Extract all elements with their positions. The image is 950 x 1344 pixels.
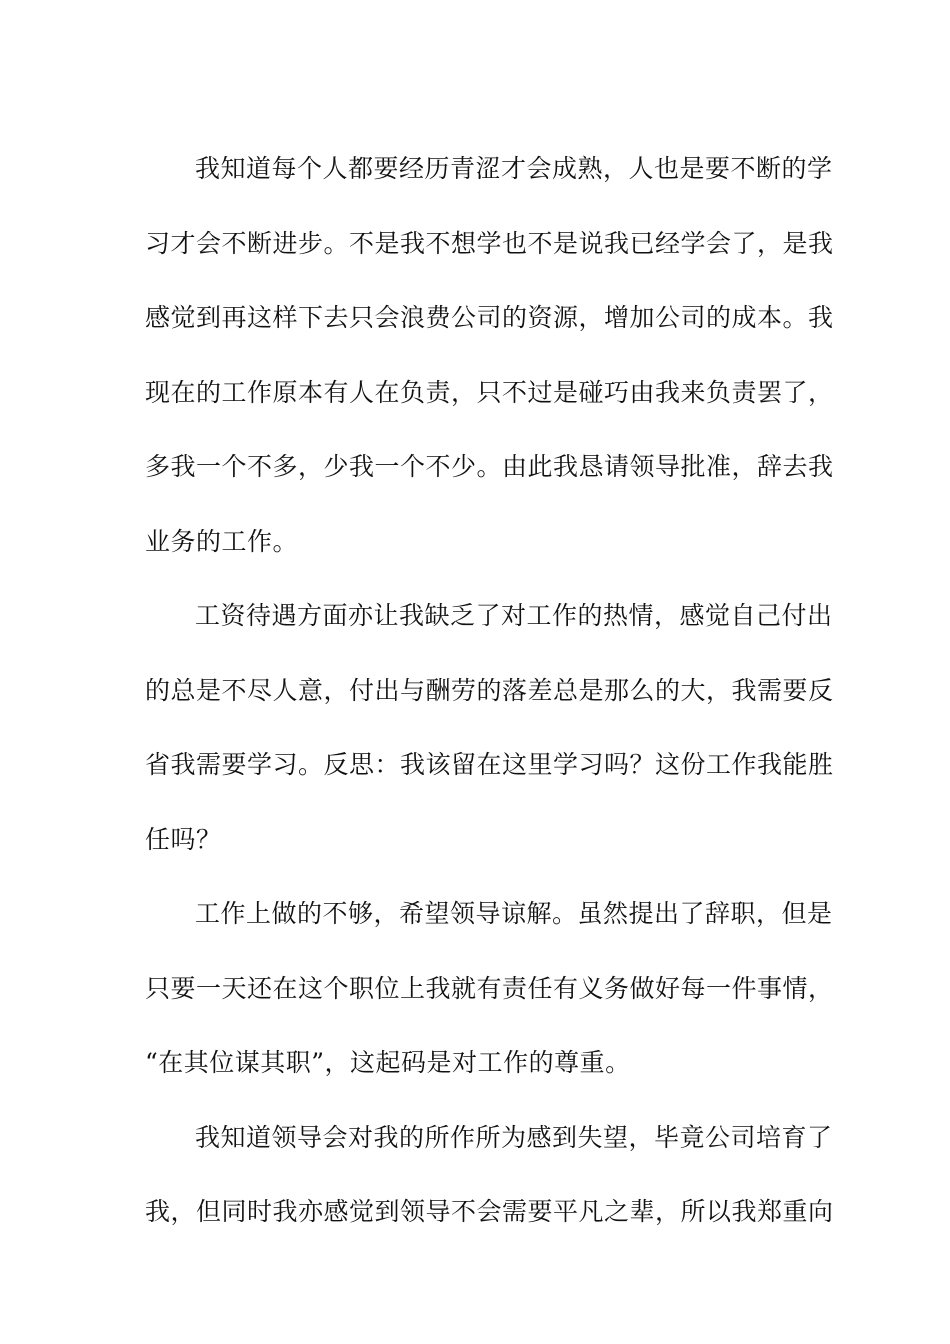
paragraph-4 [145,1101,834,1250]
text-line: 多我一个不多，少我一个不少。由此我恳请领导批准，辞去我 [145,452,834,481]
paragraph-2 [145,579,834,877]
text-line: 省我需要学习。反思：我该留在这里学习吗？这份工作我能胜 [145,750,834,779]
text-line: 业务的工作。 [145,526,299,556]
text-line: 我知道领导会对我的所作所为感到失望，毕竟公司培育了 [195,1122,833,1152]
text-line: 工作上做的不够，希望领导谅解。虽然提出了辞职，但是 [195,899,833,928]
text-line: 的总是不尽人意，付出与酬劳的落差总是那么的大，我需要反 [145,675,834,705]
text-line: 我知道每个人都要经历青涩才会成熟，人也是要不断的学 [195,154,833,183]
text-line: 感觉到再这样下去只会浪费公司的资源，增加公司的成本。我 [145,303,834,332]
paragraph-1 [145,132,834,579]
text-line: 现在的工作原本有人在负责，只不过是碰巧由我来负责罢了， [145,377,834,407]
text-line: 习才会不断进步。不是我不想学也不是说我已经学会了，是我 [145,228,834,258]
body-text [145,132,834,1250]
text-line: 工资待遇方面亦让我缺乏了对工作的热情，感觉自己付出 [195,601,833,630]
text-line: 我，但同时我亦感觉到领导不会需要平凡之辈，所以我郑重向 [145,1197,834,1226]
text-line: “在其位谋其职”，这起码是对工作的尊重。 [145,1048,631,1077]
text-line: 任吗？ [145,824,222,854]
text-line: 只要一天还在这个职位上我就有责任有义务做好每一件事情， [145,973,834,1003]
paragraph-3 [145,877,834,1101]
